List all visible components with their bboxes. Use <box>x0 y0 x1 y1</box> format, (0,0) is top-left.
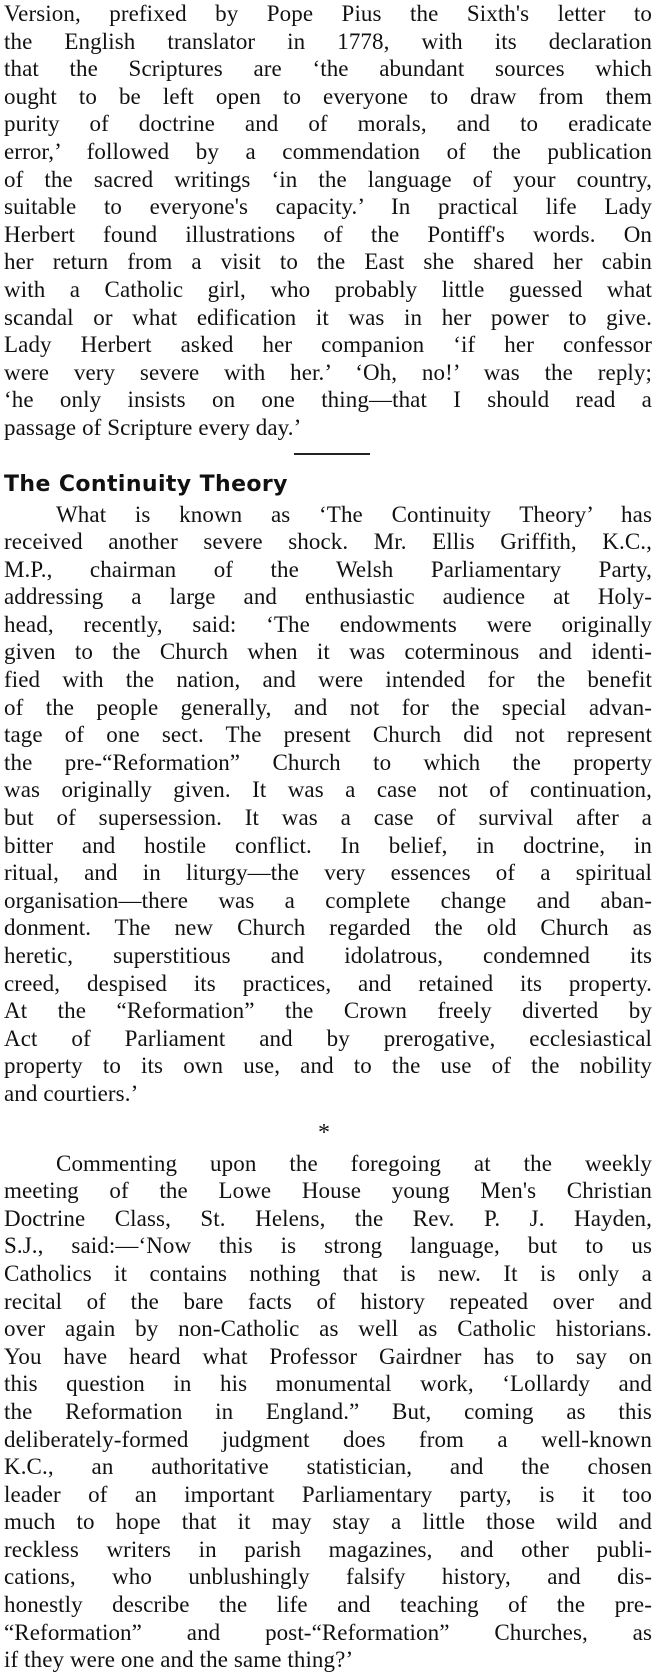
section-heading: The Continuity Theory <box>4 471 288 497</box>
text-line: but of supersession. It was a case of survival after a <box>4 805 652 831</box>
text-line: addressing a large and enthusiastic audience at Holy- <box>4 584 652 610</box>
paragraph-pope-pius-letter <box>4 0 652 442</box>
text-line: M.P., chairman of the Welsh Parliamentary Party, <box>4 556 652 582</box>
text-line: reckless writers in parish magazines, and other publi- <box>4 1536 652 1562</box>
text-line: bitter and hostile conflict. In belief, in doctrine, in <box>4 832 652 858</box>
text-line: Doctrine Class, St. Helens, the Rev. P. J. Hayden, <box>4 1205 652 1231</box>
paragraph-continuity-theory <box>4 501 652 1108</box>
paragraph-hayden-commentary <box>4 1150 652 1674</box>
text-line: her return from a visit to the East she shared her cabin <box>4 249 652 275</box>
text-line: Catholics it contains nothing that is new. It is only a <box>4 1260 652 1286</box>
text-line: the Reformation in England.” But, coming as this <box>4 1398 652 1424</box>
text-line: deliberately-formed judgment does from a well-known <box>4 1426 652 1452</box>
text-line: was originally given. It was a case not of continuation, <box>4 777 652 803</box>
text-line: donment. The new Church regarded the old Church as <box>4 915 652 941</box>
text-line: this question in his monumental work, ‘Lollardy and <box>4 1371 652 1397</box>
text-line: Herbert found illustrations of the Pontiff's words. On <box>4 221 652 247</box>
text-line: over again by non-Catholic as well as Catholic historians. <box>4 1316 652 1342</box>
text-line: ought to be left open to everyone to draw from them <box>4 83 652 109</box>
text-line: heretic, superstitious and idolatrous, condemned its <box>4 943 652 968</box>
text-line: meeting of the Lowe House young Men's Christian <box>4 1178 652 1204</box>
text-line: recital of the bare facts of history repeated over and <box>4 1288 652 1314</box>
text-line: head, recently, said: ‘The endowments were originally <box>4 611 652 637</box>
text-line: suitable to everyone's capacity.’ In practical life Lady <box>4 194 652 220</box>
text-line: with a Catholic girl, who probably little guessed what <box>4 276 652 302</box>
text-line: received another severe shock. Mr. Ellis Griffith, K.C., <box>4 529 652 555</box>
text-line: Act of Parliament and by prerogative, ecclesiastical <box>4 1025 652 1051</box>
text-line: Commenting upon the foregoing at the weekly <box>56 1150 652 1176</box>
text-line: leader of an important Parliamentary party, is it too <box>4 1481 652 1507</box>
text-line: of the sacred writings ‘in the language of your country, <box>4 166 652 192</box>
text-line: K.C., an authoritative statistician, and the chosen <box>4 1454 652 1480</box>
text-line: the English translator in 1778, with its declaration <box>4 28 652 54</box>
text-line: ritual, and in liturgy—the very essences of a spiritual <box>4 860 652 886</box>
text-line: fied with the nation, and were intended for the benefit <box>4 667 652 693</box>
text-line: Lady Herbert asked her companion ‘if her confessor <box>4 332 652 358</box>
text-line: and courtiers.’ <box>4 1080 139 1106</box>
text-line: Version, prefixed by Pope Pius the Sixth's letter to <box>4 1 652 26</box>
text-line: given to the Church when it was coterminous and identi- <box>4 639 652 665</box>
text-line: ‘he only insists on one thing—that I should read a <box>4 387 652 413</box>
text-line: scandal or what edification it was in her power to give. <box>4 304 652 330</box>
text-line: At the “Reformation” the Crown freely diverted by <box>4 998 652 1024</box>
asterisk-separator: * <box>318 1119 330 1146</box>
page <box>4 0 652 1674</box>
text-line: of the people generally, and not for the special advan- <box>4 694 652 720</box>
text-line: that the Scriptures are ‘the abundant sources which <box>4 56 652 82</box>
text-line: much to hope that it may stay a little those wild and <box>4 1509 652 1535</box>
text-line: were very severe with her.’ ‘Oh, no!’ was the reply; <box>4 359 652 385</box>
text-line: You have heard what Professor Gairdner has to say on <box>4 1343 652 1369</box>
text-line: honestly describe the life and teaching of the pre- <box>4 1592 652 1618</box>
text-line: purity of doctrine and of morals, and to eradicate <box>4 111 652 137</box>
text-line: passage of Scripture every day.’ <box>4 414 302 440</box>
text-line: property to its own use, and to the use of the nobility <box>4 1053 652 1079</box>
text-line: tage of one sect. The present Church did not represent <box>4 722 652 748</box>
text-line: organisation—there was a complete change and aban- <box>4 887 652 913</box>
text-line: creed, despised its practices, and retained its property. <box>4 970 652 996</box>
text-line: if they were one and the same thing?’ <box>4 1647 354 1673</box>
text-line: error,’ followed by a commendation of the publication <box>4 138 652 164</box>
text-line: “Reformation” and post-“Reformation” Churches, as <box>4 1619 652 1645</box>
text-line: the pre-“Reformation” Church to which the property <box>4 749 652 775</box>
section-divider <box>294 453 370 455</box>
text-line: What is known as ‘The Continuity Theory’ has <box>56 501 652 527</box>
text-line: S.J., said:—‘Now this is strong language, but to us <box>4 1233 652 1259</box>
text-line: cations, who unblushingly falsify history, and dis- <box>4 1564 652 1590</box>
